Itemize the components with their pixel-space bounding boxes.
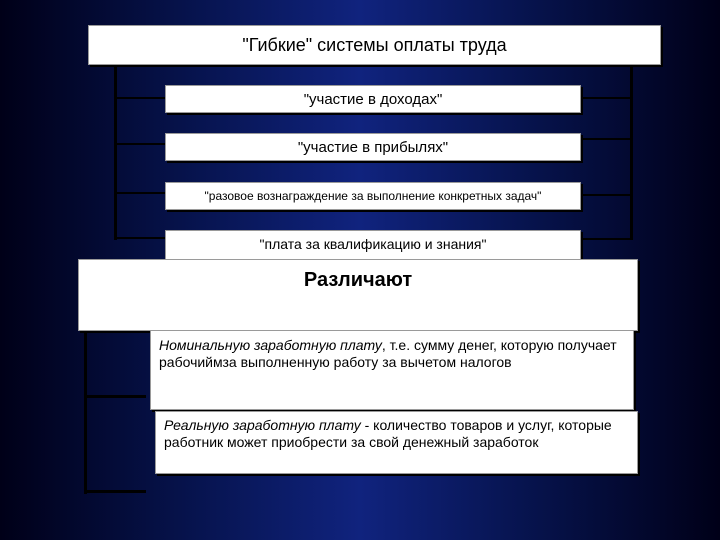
- nominal-wage-term: Номинальную заработную плату: [159, 337, 382, 353]
- connector-right-item-4: [580, 238, 632, 240]
- flexible-pay-item-1: [165, 85, 581, 113]
- connector-right-item-1: [580, 97, 632, 99]
- distinguish-title: Различают: [303, 269, 413, 291]
- nominal-wage-box: [150, 330, 634, 410]
- connector-left-item-2: [114, 143, 166, 145]
- flexible-pay-item-2: [165, 133, 581, 161]
- real-wage-box: [155, 411, 638, 474]
- flexible-pay-item-4: [165, 230, 581, 260]
- real-wage-term: Реальную заработную плату: [164, 417, 361, 433]
- flexible-pay-item-3-label: "разовое вознаграждение за выполнение конкретных задач": [204, 189, 542, 203]
- connector-left-item-1: [114, 97, 166, 99]
- connector-left-item-3: [114, 192, 166, 194]
- flexible-pay-item-2-label: "участие в прибылях": [297, 138, 449, 156]
- nominal-wage-definition: , т.е. сумму денег, которую получает рабочиймза выполненную работу за вычетом налогов: [159, 337, 617, 370]
- flexible-pay-item-3: [165, 182, 581, 210]
- flexible-pay-title: "Гибкие" системы оплаты труда: [242, 34, 507, 55]
- connector-right-item-3: [580, 194, 632, 196]
- connector-right-item-2: [580, 138, 632, 140]
- flexible-pay-title-box: [88, 25, 661, 65]
- flexible-pay-item-4-label: "плата за квалификацию и знания": [259, 236, 487, 252]
- connector-distinguish-vertical: [84, 330, 87, 494]
- connector-right-vertical: [630, 64, 633, 240]
- connector-nominal: [84, 395, 146, 398]
- connector-real: [84, 490, 146, 493]
- distinguish-title-box: [78, 259, 638, 331]
- connector-left-item-4: [114, 237, 166, 239]
- connector-left-vertical: [114, 64, 117, 240]
- real-wage-definition: - количество товаров и услуг, которые работник может приобрести за свой денежный заработок: [164, 417, 612, 450]
- flexible-pay-item-1-label: "участие в доходах": [303, 90, 443, 108]
